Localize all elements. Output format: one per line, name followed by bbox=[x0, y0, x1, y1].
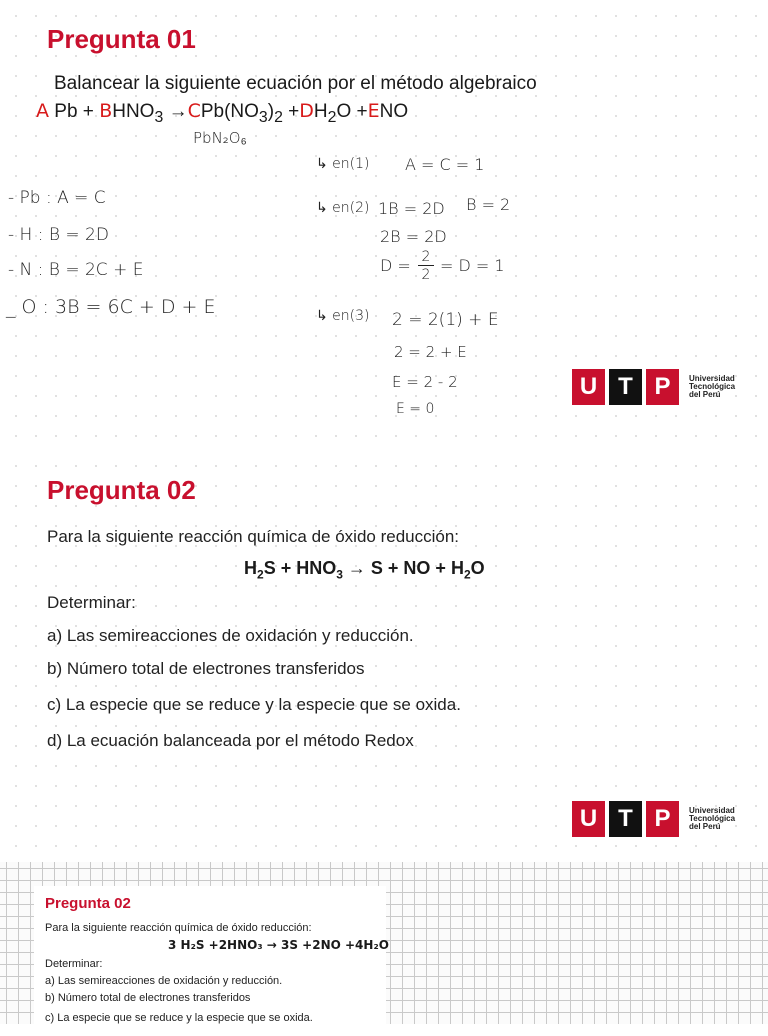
logo-text: Universidad Tecnológica del Perú bbox=[689, 806, 736, 831]
equation: A $Pb + BHNO_3 \to CPb(NO_3)_2 +DH_2O +ENO$ bbox=[36, 100, 409, 126]
equation-n: - N : B = 2C + E bbox=[8, 260, 144, 280]
determine-label: Determinar: bbox=[45, 958, 103, 970]
list-item-b: b) Número total de electrones transferidos bbox=[45, 992, 251, 1004]
step-en3-line2: 2 = 2 + E bbox=[394, 343, 467, 361]
step-label-en1: ↳ en(1) bbox=[316, 156, 370, 172]
slide-title: Pregunta 01 bbox=[47, 24, 196, 54]
list-item-a: a) Las semireacciones de oxidación y reducción. bbox=[47, 626, 414, 645]
intro-text: Para la siguiente reacción química de óxido reducción: bbox=[45, 922, 312, 934]
slide-title: Pregunta 02 bbox=[47, 475, 196, 505]
step-en2-line3a: D = bbox=[380, 256, 411, 275]
step-en2-line2: 2B = 2D bbox=[380, 227, 447, 246]
list-item-a: a) Las semireacciones de oxidación y reducción. bbox=[45, 975, 283, 987]
fraction-numerator: 2 bbox=[418, 250, 434, 266]
equation-o: _ O : 3B = 6C + D + E bbox=[6, 296, 216, 318]
step-en2-line1: 1B = 2D bbox=[378, 199, 445, 218]
equation-h: - H : B = 2D bbox=[8, 225, 109, 245]
fraction-denominator: 2 bbox=[421, 267, 431, 283]
arrow-icon: → bbox=[168, 101, 188, 122]
utp-logo bbox=[572, 369, 735, 405]
logo-letter-p: P bbox=[646, 801, 679, 837]
coefficient-a: A bbox=[36, 100, 49, 122]
logo-letter-p: P bbox=[646, 369, 679, 405]
slide-pregunta-02-annotated bbox=[0, 862, 768, 1024]
step-en3-line3: E = 2 - 2 bbox=[392, 373, 458, 391]
list-item-d: d) La ecuación balanceada por el método Redox bbox=[47, 731, 414, 750]
list-item-b: b) Número total de electrones transferidos bbox=[47, 659, 365, 678]
step-en3-line1: 2 = 2(1) + E bbox=[392, 310, 499, 330]
reaction-equation: $H_2S + HNO_3 \to S$ + NO + $H_2O$ bbox=[244, 558, 485, 582]
intro-text: Para la siguiente reacción química de óxido reducción: bbox=[47, 527, 460, 546]
step-en1-value: A = C = 1 bbox=[405, 155, 485, 174]
equation-pb: - Pb : A = C bbox=[8, 188, 106, 208]
step-label-en3: ↳ en(3) bbox=[316, 308, 370, 324]
instruction-text: Balancear la siguiente ecuación por el método algebraico bbox=[54, 73, 537, 94]
list-item-c: c) La especie que se reduce y la especie que se oxida. bbox=[45, 1012, 313, 1024]
utp-logo bbox=[572, 801, 735, 837]
slide-pregunta-01 bbox=[0, 0, 768, 440]
handwritten-note-pbn2o6: PbN₂O₆ bbox=[193, 129, 247, 147]
step-en2-line3b: = D = 1 bbox=[440, 256, 505, 275]
reaction-handwritten: 3 H₂S +2HNO₃ → 3S +2NO +4H₂O bbox=[168, 938, 389, 952]
slide-title: Pregunta 02 bbox=[45, 895, 131, 912]
determine-label: Determinar: bbox=[47, 593, 136, 612]
coefficient-c: C bbox=[187, 100, 201, 122]
logo-letter-u: U bbox=[572, 369, 605, 405]
logo-letter-t: T bbox=[609, 801, 642, 837]
step-label-en2: ↳ en(2) bbox=[316, 200, 370, 216]
step-en3-line4: E = 0 bbox=[396, 401, 435, 417]
slide-pregunta-02 bbox=[0, 450, 768, 855]
coefficient-d: D bbox=[299, 100, 314, 122]
list-item-c: c) La especie que se reduce y la especie que se oxida. bbox=[47, 695, 461, 714]
coefficient-b: B bbox=[99, 100, 113, 122]
step-en2-b: B = 2 bbox=[466, 195, 511, 214]
logo-letter-t: T bbox=[609, 369, 642, 405]
coefficient-e: E bbox=[367, 100, 380, 122]
logo-text: Universidad Tecnológica del Perú bbox=[689, 374, 736, 399]
logo-letter-u: U bbox=[572, 801, 605, 837]
